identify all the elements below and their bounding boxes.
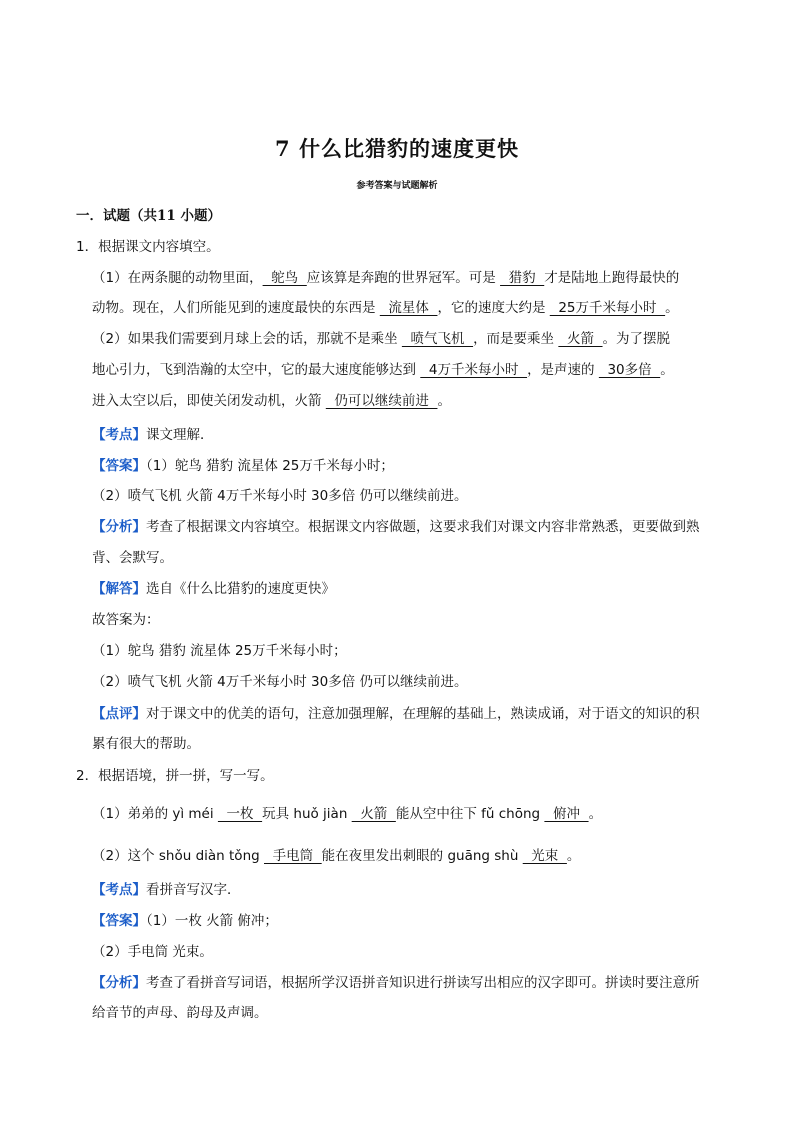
q1-para-line-2 [92, 298, 679, 318]
answer-blank: 流星体 [379, 300, 438, 316]
q1-final-answer-label: 故答案为： [92, 612, 160, 628]
answer-blank: 30多倍 [598, 362, 661, 378]
q2-kaodian [92, 880, 241, 900]
text: （2）这个 shǒu diàn tǒng [92, 848, 264, 864]
analysis-tag: 【分析】 [92, 975, 146, 991]
answer-blank: 鸵鸟 [262, 270, 307, 286]
text: 。 [660, 362, 674, 378]
text: 选自《什么比猎豹的速度更快》 [146, 581, 335, 597]
q1-kaodian [92, 425, 214, 445]
analysis-tag: 【分析】 [92, 519, 146, 535]
q1-comment [92, 704, 700, 724]
kaodian-tag: 【考点】 [92, 882, 146, 898]
answer-blank: 4万千米每小时 [420, 362, 528, 378]
q1-answer-line-2: （2）喷气飞机 火箭 4万千米每小时 30多倍 仍可以继续前进。 [92, 488, 468, 504]
answer-blank: 光束 [522, 848, 567, 864]
text: （2）如果我们需要到月球上会的话，那就不是乘坐 [92, 331, 402, 347]
text: 。 [588, 806, 603, 822]
q2-analysis-line-2: 给音节的声母、韵母及声调。 [92, 1005, 268, 1021]
text: ，而是要乘坐 [473, 331, 559, 347]
q1-para-line-1 [92, 268, 679, 288]
text: 。为了摆脱 [602, 331, 671, 347]
solution-tag: 【解答】 [92, 581, 146, 597]
question-1-stem: 1．根据课文内容填空。 [76, 239, 220, 255]
q2-analysis [92, 973, 700, 993]
text: （1）一枚 火箭 俯冲； [146, 913, 278, 929]
q1-solution [92, 579, 335, 599]
q1-para-line-5 [92, 391, 451, 411]
text: 。 [566, 848, 581, 864]
text: 动物。现在，人们所能见到的速度最快的东西是 [92, 300, 380, 316]
text: 玩具 huǒ jiàn [262, 806, 352, 822]
comment-tag: 【点评】 [92, 706, 146, 722]
answer-blank: 火箭 [351, 806, 396, 822]
answer-blank: 喷气飞机 [401, 331, 474, 347]
answer-blank: 手电筒 [264, 848, 322, 864]
text: ，是声速的 [527, 362, 599, 378]
answer-blank: 猎豹 [500, 270, 545, 286]
answer-tag: 【答案】 [92, 458, 146, 474]
text: 课文理解． [146, 427, 214, 443]
text: 才是陆地上跑得最快的 [544, 270, 680, 286]
page-title: 7 什么比猎豹的速度更快 [275, 136, 519, 161]
q1-para-line-4 [92, 360, 674, 380]
text: 能在夜里发出刺眼的 guāng shù [321, 848, 523, 864]
text: 应该算是奔跑的世界冠军。可是 [306, 270, 501, 286]
q2-sentence-1 [92, 804, 602, 824]
text: 能从空中往下 fǔ chōng [395, 806, 545, 822]
text: 对于课文中的优美的语句，注意加强理解，在理解的基础上，熟读成诵，对于语文的知识的积 [146, 706, 700, 722]
text: （1）鸵鸟 猎豹 流星体 25万千米每小时； [146, 458, 394, 474]
q2-answer-line-2: （2）手电筒 光束。 [92, 944, 213, 960]
answer-blank: 25万千米每小时 [549, 300, 666, 316]
q1-analysis-line-2: 背、会默写。 [92, 550, 173, 566]
text: 看拼音写汉字． [146, 882, 241, 898]
question-2-stem: 2．根据语境，拼一拼，写一写。 [76, 768, 274, 784]
text: 地心引力，飞到浩瀚的太空中，它的最大速度能够达到 [92, 362, 421, 378]
answer-tag: 【答案】 [92, 913, 146, 929]
q1-para-line-3 [92, 329, 670, 349]
text: 考查了根据课文内容填空。根据课文内容做题，这要求我们对课文内容非常熟悉，更要做到熟 [146, 519, 700, 535]
text: ，它的速度大约是 [437, 300, 550, 316]
text: 考查了看拼音写词语，根据所学汉语拼音知识进行拼读写出相应的汉字即可。拼读时要注意所 [146, 975, 700, 991]
section-heading: 一．试题（共11 小题） [76, 208, 221, 224]
q1-final-answer-2: （2）喷气飞机 火箭 4万千米每小时 30多倍 仍可以继续前进。 [92, 674, 468, 690]
q1-comment-line-2: 累有很大的帮助。 [92, 736, 200, 752]
answer-blank: 俯冲 [544, 806, 589, 822]
kaodian-tag: 【考点】 [92, 427, 146, 443]
text: 进入太空以后，即使关闭发动机，火箭 [92, 393, 326, 409]
q1-final-answer-1: （1）鸵鸟 猎豹 流星体 25万千米每小时； [92, 643, 347, 659]
q2-answer [92, 911, 278, 931]
text: 。 [437, 393, 451, 409]
text: 。 [665, 300, 679, 316]
answer-blank: 火箭 [558, 331, 603, 347]
text: （1）弟弟的 yì méi [92, 806, 218, 822]
answer-blank: 仍可以继续前进 [325, 393, 438, 409]
q1-analysis [92, 517, 700, 537]
page-subtitle: 参考答案与试题解析 [356, 181, 438, 191]
q1-answer [92, 456, 394, 476]
q2-sentence-2 [92, 846, 580, 866]
text: （1）在两条腿的动物里面， [92, 270, 263, 286]
answer-blank: 一枚 [217, 806, 263, 822]
